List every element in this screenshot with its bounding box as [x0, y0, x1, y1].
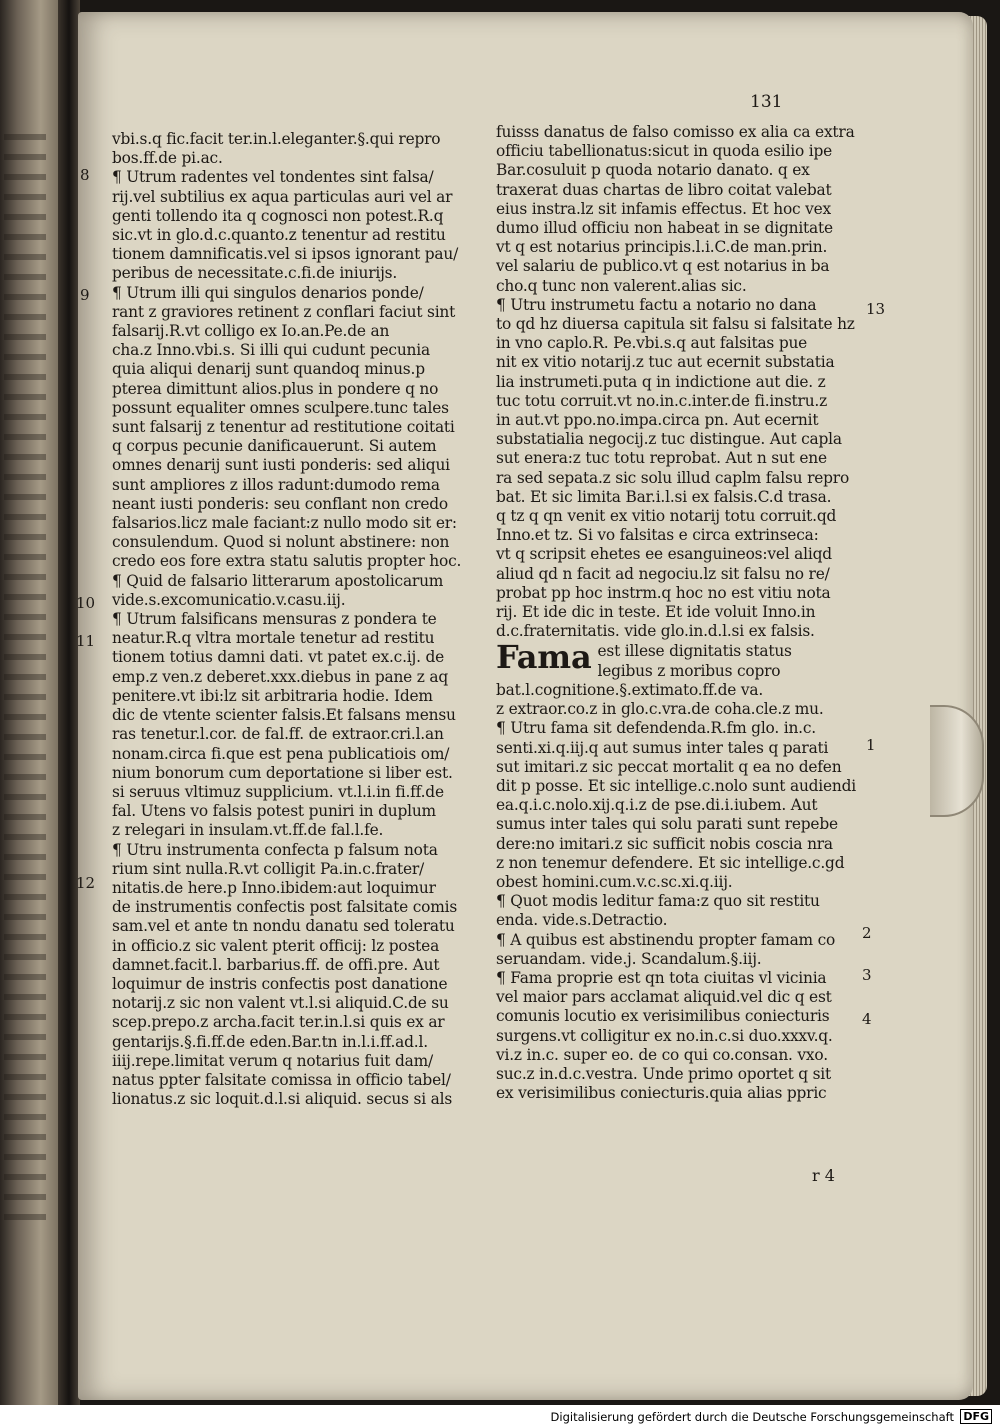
text-line: ¶ Quid de falsario litterarum apostolicarum: [112, 571, 444, 590]
text-line: cho.q tunc non valerent.alias sic.: [496, 276, 747, 295]
text-line: eius instra.lz sit infamis effectus. Et hoc vex: [496, 199, 832, 218]
text-line: substatialia negocij.z tuc distingue. Aut capla: [496, 430, 842, 449]
text-line: falsarij.R.vt colligo ex Io.an.Pe.de an: [112, 322, 390, 341]
text-line: in officio.z sic valent pterit officij: lz postea: [112, 936, 440, 955]
text-line: surgens.vt colligitur ex no.in.c.si duo.xxxv.q.: [496, 1026, 833, 1045]
right-marginal-number: 3: [862, 966, 872, 984]
text-line: sam.vel et ante tn nondu danatu sed toleratu: [112, 917, 455, 936]
right-marginal-number: 1: [866, 736, 876, 754]
text-line: neatur.R.q vltra mortale tenetur ad restitu: [112, 629, 435, 648]
dfg-logo: DFG: [960, 1409, 992, 1424]
text-line: d.c.fraternitatis. vide glo.in.d.l.si ex falsis.: [496, 622, 815, 641]
fama-heading-line: est illese dignitatis status: [597, 642, 792, 661]
book-gutter: [58, 0, 80, 1405]
text-line: nitatis.de here.p Inno.ibidem:aut loquimur: [112, 878, 436, 897]
text-line: ¶ Utrum radentes vel tondentes sint falsa/: [112, 168, 434, 187]
text-line: sunt ampliores z illos radunt:dumodo rema: [112, 475, 440, 494]
text-line: sumus inter tales qui solu parati sunt repebe: [496, 815, 838, 834]
text-line: vi.z in.c. super eo. de co qui co.consan. vxo.: [496, 1045, 828, 1064]
text-line: tuc totu corruit.vt no.in.c.inter.de fi.instru.z: [496, 391, 828, 410]
text-line: ¶ Utrum falsificans mensuras z pondera te: [112, 610, 437, 629]
text-line: in aut.vt ppo.no.impa.circa pn. Aut ecernit: [496, 411, 819, 430]
left-facing-page: [0, 0, 58, 1405]
signature-mark: r 4: [812, 1166, 835, 1185]
text-line: q corpus pecunie danificauerunt. Si autem: [112, 437, 437, 456]
right-marginal-number: 4: [862, 1010, 872, 1028]
fama-heading: Fama: [496, 638, 592, 677]
text-line: vt q est notarius principis.l.i.C.de man.prin.: [496, 238, 828, 257]
fama-heading-line: legibus z moribus copro: [597, 661, 781, 680]
text-line: ra sed sepata.z sic solu illud caplm falsu repro: [496, 468, 850, 487]
right-text-column: [496, 123, 856, 1103]
footer-credit: Digitalisierung gefördert durch die Deutsche Forschungsgemeinschaft: [550, 1410, 954, 1424]
text-line: tionem damnificatis.vel si ipsos ignorant pau/: [112, 245, 459, 264]
text-line: emp.z ven.z deberet.xxx.diebus in pane z aq: [112, 667, 448, 686]
text-line: dumo illud officiu non habeat in se dignitate: [496, 219, 833, 238]
text-line: to qd hz diuersa capitula sit falsu si falsitate hz: [496, 315, 855, 334]
text-line: scep.prepo.z archa.facit ter.in.l.si quis ex ar: [112, 1013, 445, 1032]
fama-heading-block: [496, 638, 856, 680]
left-marginal-number: 9: [80, 286, 90, 304]
left-marginal-number: 12: [76, 874, 96, 892]
text-line: sut enera:z tuc totu reprobat. Aut n sut ene: [496, 449, 827, 468]
text-line: q tz q qn venit ex vitio notarij totu corruit.qd: [496, 507, 837, 526]
text-line: vel salariu de publico.vt q est notarius in ba: [496, 257, 830, 276]
left-text-column: [112, 130, 484, 1109]
text-line: probat pp hoc instrm.q hoc no est vitiu nota: [496, 583, 831, 602]
left-marginal-number: 11: [76, 632, 96, 650]
text-line: rium sint nulla.R.vt colligit Pa.in.c.frater/: [112, 859, 425, 878]
text-line: ¶ Quot modis leditur fama:z quo sit restitu: [496, 892, 820, 911]
text-line: sic.vt in glo.d.c.quanto.z tenentur ad restitu: [112, 226, 446, 245]
text-line: senti.xi.q.iij.q aut sumus inter tales q parati: [496, 738, 829, 757]
text-line: vbi.s.q fic.facit ter.in.l.eleganter.§.qui repro: [112, 130, 441, 148]
page-clip: [930, 705, 984, 817]
text-line: ¶ Utru instrumetu factu a notario no dana: [496, 295, 817, 314]
text-line: dic de vtente scienter falsis.Et falsans mensu: [112, 706, 456, 725]
text-line: comunis locutio ex verisimilibus coniecturis: [496, 1007, 830, 1026]
right-marginal-number: 13: [866, 300, 886, 318]
text-line: obest homini.cum.v.c.sc.xi.q.iij.: [496, 872, 733, 891]
left-marginal-number: 8: [80, 166, 90, 184]
text-line: Bar.cosuluit p quoda notario danato. q ex: [496, 161, 810, 180]
text-line: rij. Et ide dic in teste. Et ide voluit Inno.in: [496, 603, 816, 622]
right-column-part-1: [496, 123, 856, 641]
text-line: bos.ff.de pi.ac.: [112, 149, 223, 168]
text-line: ea.q.i.c.nolo.xij.q.i.z de pse.di.i.iubem. Aut: [496, 796, 818, 815]
folio-number: 131: [750, 92, 783, 112]
text-line: ¶ Utru instrumenta confecta p falsum nota: [112, 840, 438, 859]
text-line: loquimur de instris confectis post danatione: [112, 974, 448, 993]
text-line: falsarios.licz male faciant:z nullo modo sit er:: [112, 514, 457, 533]
text-line: dit p posse. Et sic intellige.c.nolo sunt audiendi: [496, 776, 857, 795]
text-line: lia instrumeti.puta q in indictione aut die. z: [496, 372, 826, 391]
text-line: aliud qd n facit ad negociu.lz sit falsu no re/: [496, 564, 830, 583]
text-line: z extraor.co.z in glo.c.vra.de coha.cle.z mu.: [496, 700, 824, 719]
text-line: enda. vide.s.Detractio.: [496, 911, 668, 930]
text-line: in vno caplo.R. Pe.vbi.s.q aut falsitas pue: [496, 334, 808, 353]
text-line: seruandam. vide.j. Scandalum.§.iij.: [496, 949, 762, 968]
text-line: nium bonorum cum deportatione si liber est.: [112, 763, 453, 782]
text-line: vt q scripsit ehetes ee esanguineos:vel aliqd: [496, 545, 832, 564]
text-line: officiu tabellionatus:sicut in quoda esilio ipe: [496, 142, 833, 161]
left-marginal-number: 10: [76, 594, 96, 612]
text-line: lionatus.z sic loquit.d.l.si aliquid. secus si als: [112, 1090, 453, 1109]
text-line: genti tollendo ita q cognosci non potest.R.q: [112, 206, 444, 225]
text-line: z non tenemur defendere. Et sic intellige.c.gd: [496, 853, 845, 872]
text-line: fal. Utens vo falsis potest puniri in duplum: [112, 802, 436, 821]
text-line: sunt falsarij z tenentur ad restitutione coitati: [112, 418, 455, 437]
text-line: damnet.facit.l. barbarius.ff. de offi.pre. Aut: [112, 955, 440, 974]
text-line: dere:no imitari.z sic sufficit nobis coscia nra: [496, 834, 833, 853]
text-line: suc.z in.d.c.vestra. Unde primo oportet q sit: [496, 1064, 831, 1083]
text-line: z relegari in insulam.vt.ff.de fal.l.fe.: [112, 821, 384, 840]
text-line: ¶ A quibus est abstinendu propter famam co: [496, 930, 836, 949]
text-line: nit ex vitio notarij.z tuc aut ecernit substatia: [496, 353, 835, 372]
text-line: ¶ Utru fama sit defendenda.R.fm glo. in.c.: [496, 719, 816, 738]
right-column-part-2: [496, 681, 856, 1103]
text-line: natus ppter falsitate comissa in officio tabel/: [112, 1070, 451, 1089]
text-line: quia aliqui denarij sunt quandoq minus.p: [112, 360, 425, 379]
left-page-text-bleed: [4, 120, 46, 1220]
text-line: nonam.circa fi.que est pena publicatiois om/: [112, 744, 450, 763]
text-line: traxerat duas chartas de libro coitat valebat: [496, 180, 832, 199]
text-line: consulendum. Quod si nolunt abstinere: non: [112, 533, 450, 552]
text-line: ¶ Utrum illi qui singulos denarios ponde/: [112, 283, 424, 302]
text-line: cha.z Inno.vbi.s. Si illi qui cudunt pecunia: [112, 341, 430, 360]
text-line: Inno.et tz. Si vo falsitas e circa extrinseca:: [496, 526, 819, 545]
text-line: iiij.repe.limitat verum q notarius fuit dam/: [112, 1051, 433, 1070]
text-line: omnes denarij sunt iusti ponderis: sed aliqui: [112, 456, 450, 475]
text-line: sut imitari.z sic peccat mortalit q ea no defen: [496, 757, 842, 776]
text-line: ex verisimilibus coniecturis.quia alias ppric: [496, 1084, 827, 1103]
text-line: de instrumentis confectis post falsitate comis: [112, 898, 458, 917]
text-line: vel maior pars acclamat aliquid.vel dic q est: [496, 988, 832, 1007]
right-marginal-number: 2: [862, 924, 872, 942]
text-line: bat.l.cognitione.§.extimato.ff.de va.: [496, 680, 764, 699]
footer-bar: [0, 1405, 1000, 1428]
text-line: credo eos fore extra statu salutis propter hoc.: [112, 552, 462, 571]
text-line: fuisss danatus de falso comisso ex alia ca extra: [496, 123, 855, 141]
text-line: notarij.z sic non valent vt.l.si aliquid.C.de su: [112, 994, 449, 1013]
text-line: ras tenetur.l.cor. de fal.ff. de extraor.cri.l.an: [112, 725, 444, 744]
text-line: bat. Et sic limita Bar.i.l.si ex falsis.C.d trasa.: [496, 487, 832, 506]
text-line: gentarijs.§.fi.ff.de eden.Bar.tn in.l.i.ff.ad.l.: [112, 1032, 428, 1051]
text-line: neant iusti ponderis: seu conflant non credo: [112, 494, 448, 513]
text-line: peribus de necessitate.c.fi.de iniurijs.: [112, 264, 398, 283]
text-line: vide.s.excomunicatio.v.casu.iij.: [112, 590, 346, 609]
text-line: tionem totius damni dati. vt patet ex.c.ij. de: [112, 648, 445, 667]
text-line: possunt equaliter omnes sculpere.tunc tales: [112, 398, 449, 417]
text-line: rij.vel subtilius ex aqua particulas auri vel ar: [112, 187, 453, 206]
text-line: penitere.vt ibi:lz sit arbitraria hodie. Idem: [112, 686, 433, 705]
text-line: pterea dimittunt alios.plus in pondere q no: [112, 379, 439, 398]
text-line: si seruus vltimuz supplicium. vt.l.i.in fi.ff.de: [112, 782, 444, 801]
text-line: ¶ Fama proprie est qn tota ciuitas vl vicinia: [496, 968, 827, 987]
text-line: rant z graviores retinent z conflari faciut sint: [112, 302, 456, 321]
